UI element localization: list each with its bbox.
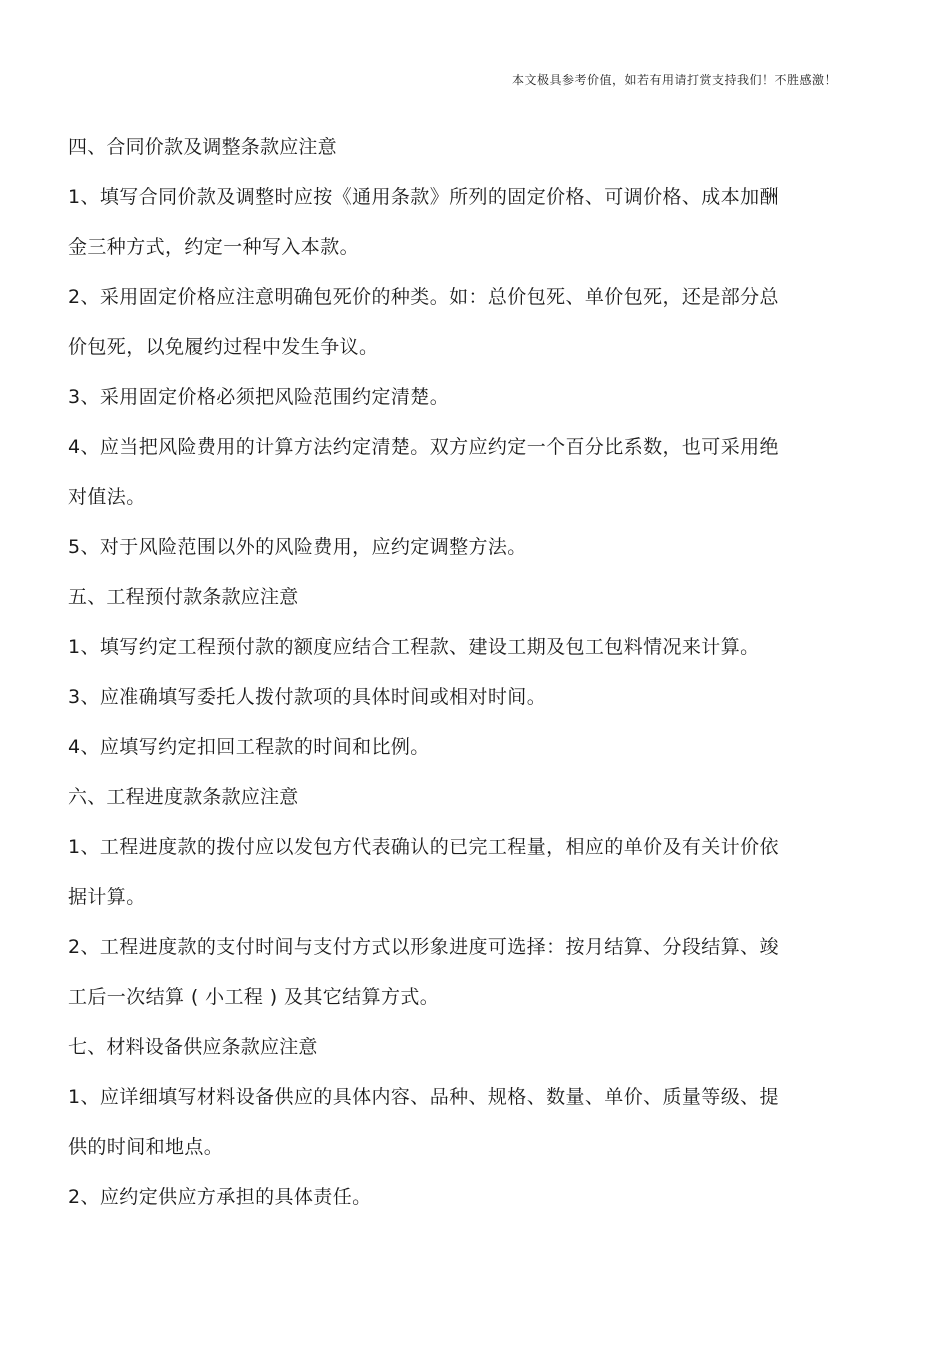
paragraph-line: 1、工程进度款的拨付应以发包方代表确认的已完工程量，相应的单价及有关计价依 bbox=[68, 836, 779, 858]
paragraph-line: 3、采用固定价格必须把风险范围约定清楚。 bbox=[68, 386, 450, 408]
document-body bbox=[68, 122, 838, 1222]
paragraph-line: 2、采用固定价格应注意明确包死价的种类。如：总价包死、单价包死，还是部分总 bbox=[68, 286, 779, 308]
paragraph-line: 4、应填写约定扣回工程款的时间和比例。 bbox=[68, 736, 430, 758]
section-heading-5: 五、工程预付款条款应注意 bbox=[68, 586, 299, 608]
paragraph-line: 价包死，以免履约过程中发生争议。 bbox=[68, 336, 379, 358]
paragraph-line: 金三种方式，约定一种写入本款。 bbox=[68, 236, 360, 258]
paragraph-line: 1、应详细填写材料设备供应的具体内容、品种、规格、数量、单价、质量等级、提 bbox=[68, 1086, 779, 1108]
section-heading-6: 六、工程进度款条款应注意 bbox=[68, 786, 299, 808]
paragraph-line: 4、应当把风险费用的计算方法约定清楚。双方应约定一个百分比系数，也可采用绝 bbox=[68, 436, 779, 458]
paragraph-line: 工后一次结算 ( 小工程 ) 及其它结算方式。 bbox=[68, 986, 440, 1008]
paragraph-line: 3、应准确填写委托人拨付款项的具体时间或相对时间。 bbox=[68, 686, 547, 708]
paragraph-line: 2、工程进度款的支付时间与支付方式以形象进度可选择：按月结算、分段结算、竣 bbox=[68, 936, 779, 958]
paragraph-line: 1、填写合同价款及调整时应按《通用条款》所列的固定价格、可调价格、成本加酬 bbox=[68, 186, 779, 208]
paragraph-line: 5、对于风险范围以外的风险费用，应约定调整方法。 bbox=[68, 536, 527, 558]
section-heading-7: 七、材料设备供应条款应注意 bbox=[68, 1036, 318, 1058]
paragraph-line: 对值法。 bbox=[68, 486, 146, 508]
header-note: 本文极具参考价值，如若有用请打赏支持我们！不胜感激！ bbox=[511, 73, 837, 87]
paragraph-line: 供的时间和地点。 bbox=[68, 1136, 224, 1158]
paragraph-line: 2、应约定供应方承担的具体责任。 bbox=[68, 1186, 372, 1208]
section-heading-4: 四、合同价款及调整条款应注意 bbox=[68, 136, 337, 158]
paragraph-line: 1、填写约定工程预付款的额度应结合工程款、建设工期及包工包料情况来计算。 bbox=[68, 636, 760, 658]
paragraph-line: 据计算。 bbox=[68, 886, 146, 908]
